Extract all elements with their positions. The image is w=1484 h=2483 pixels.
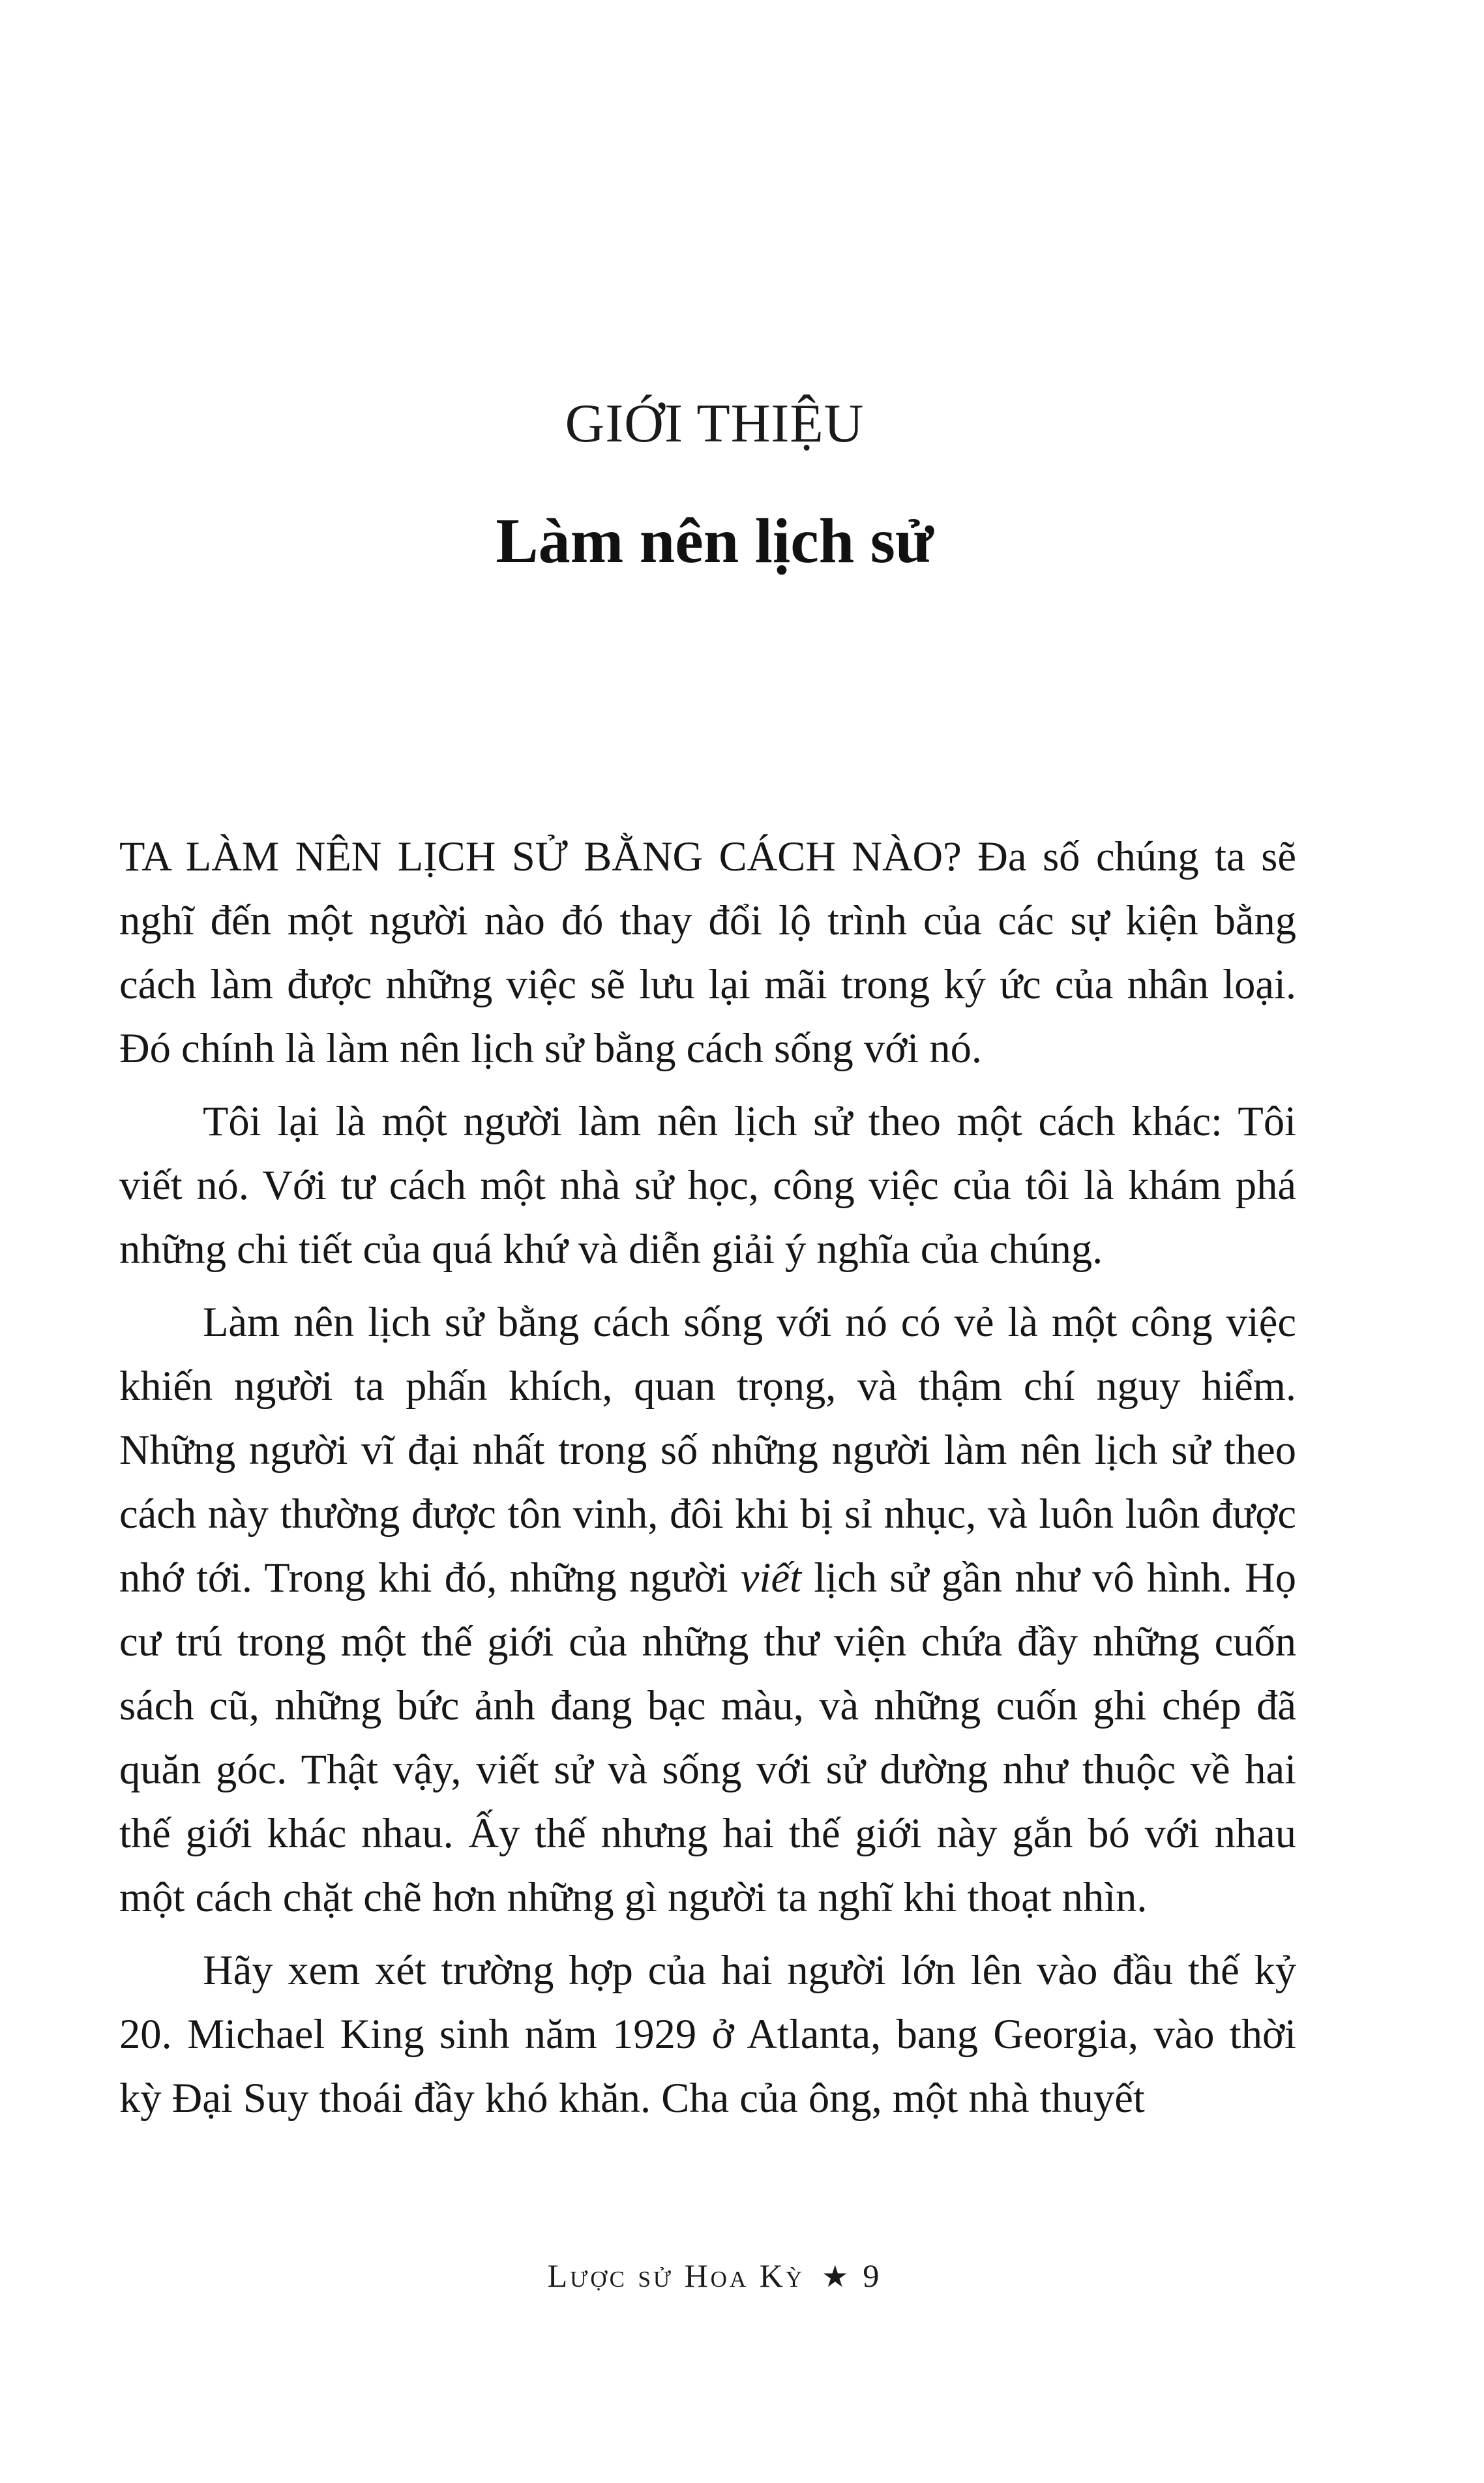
body-text [119,825,1296,2139]
paragraph-2: Tôi lại là một người làm nên lịch sử theo một cách khác: Tôi viết nó. Với tư cách một nhà sử học, công việc của tôi là khám phá những chi tiết của quá khứ và diễn giải ý nghĩa của chúng. [119,1098,1296,1272]
paragraph-3 [119,1290,1296,1929]
chapter-label: GIỚI THIỆU [565,393,865,454]
paragraph-1: TA LÀM NÊN LỊCH SỬ BẰNG CÁCH NÀO? Đa số chúng ta sẽ nghĩ đến một người nào đó thay đổi lộ trình của các sự kiện bằng cách làm được những việc sẽ lưu lại mãi trong ký ức của nhân loại. Đó chính là làm nên lịch sử bằng cách sống với nó. [119,833,1296,1071]
star-icon: ★ [822,2260,849,2293]
page-footer [0,2253,1429,2300]
chapter-title: Làm nên lịch sử [496,506,934,576]
paragraph-3-text-after: lịch sử gần như vô hình. Họ cư trú trong một thế giới của những thư viện chứa đầy những cuốn sách cũ, những bức ảnh đang bạc màu, và những cuốn ghi chép đã quăn góc. Thật vậy, viết sử và sống với sử dường như thuộc về hai thế giới khác nhau. Ấy thế nhưng hai thế giới này gắn bó với nhau một cách chặt chẽ hơn những gì người ta nghĩ khi thoạt nhìn. [119,1554,1296,1920]
running-title: Lược sử Hoa Kỳ [547,2257,805,2294]
paragraph-4: Hãy xem xét trường hợp của hai người lớn lên vào đầu thế kỷ 20. Michael King sinh năm 1929 ở Atlanta, bang Georgia, vào thời kỳ Đại Suy thoái đầy khó khăn. Cha của ông, một nhà thuyết [119,1947,1296,2121]
emphasis-word: viết [740,1554,801,1601]
paragraph-3-text-before: Làm nên lịch sử bằng cách sống với nó có vẻ là một công việc khiến người ta phấn khích, quan trọng, và thậm chí nguy hiểm. Những người vĩ đại nhất trong số những người làm nên lịch sử theo cách này thường được tôn vinh, đôi khi bị sỉ nhục, và luôn luôn được nhớ tới. Trong khi đó, những người [119,1299,1296,1601]
page-number: 9 [863,2257,882,2294]
